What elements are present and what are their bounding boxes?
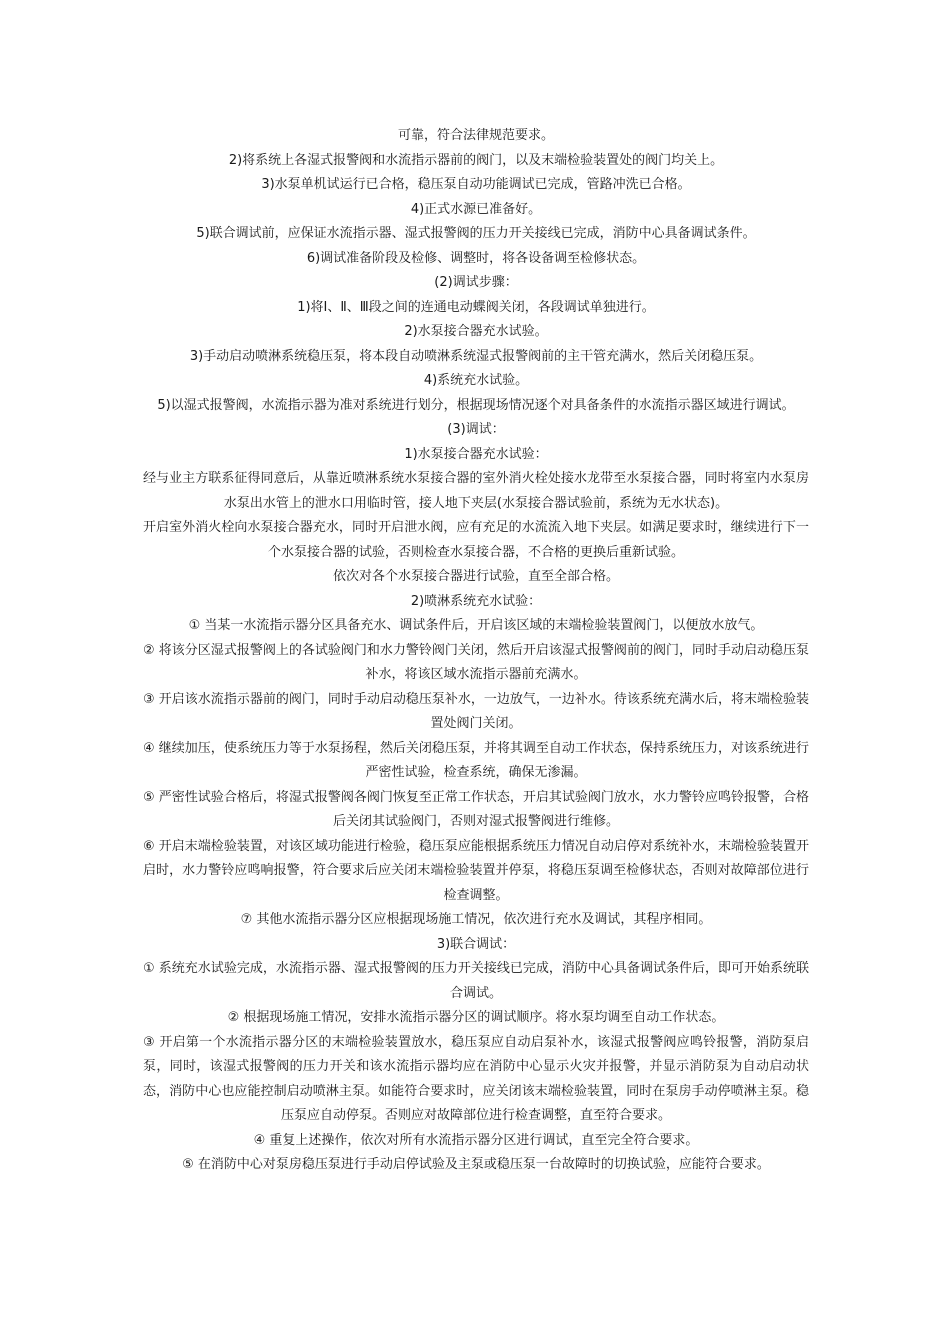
paragraph-31: ⑤ 在消防中心对泵房稳压泵进行手动启停试验及主泵或稳压泵一台故障时的切换试验，应能符合要求。 <box>182 1157 770 1172</box>
paragraph-28: ② 根据现场施工情况，安排水流指示器分区的调试顺序。将水泵均调至自动工作状态。 <box>227 1010 725 1025</box>
paragraph-27: ① 系统充水试验完成，水流指示器、湿式报警阀的压力开关接线已完成，消防中心具备调试条件后，即可开始系统联合调试。 <box>143 961 809 1001</box>
paragraph-11: 4)系统充水试验。 <box>423 373 529 388</box>
subheading-joint-debug: 3)联合调试： <box>436 936 516 952</box>
paragraph-17: 依次对各个水泵接合器进行试验，直至全部合格。 <box>332 569 619 584</box>
subheading-pump-adapter: 1)水泵接合器充水试验： <box>404 446 548 462</box>
paragraph-15: 经与业主方联系征得同意后，从靠近喷淋系统水泵接合器的室外消火栓处接水龙带至水泵接合器，同时将室内水泵房水泵出水管上的泄水口用临时管，接人地下夹层(水泵接合器试验前，系统为无水状态)。 <box>143 471 809 511</box>
paragraph-19: ① 当某一水流指示器分区具备充水、调试条件后，开启该区域的末端检验装置阀门，以便放水放气。 <box>188 618 764 633</box>
paragraph-24: ⑥ 开启末端检验装置，对该区域功能进行检验，稳压泵应能根据系统压力情况自动启停对系统补水，末端检验装置开启时，水力警铃应鸣响报警，符合要求后应关闭末端检验装置并停泵，将稳压泵调至检修状态，否则对故障部位进行检查调整。 <box>143 838 809 903</box>
paragraph-1: 可靠，符合法律规范要求。 <box>397 128 554 143</box>
paragraph-6: 6)调试准备阶段及检修、调整时，将各设备调至检修状态。 <box>306 250 646 266</box>
paragraph-20: ② 将该分区湿式报警阀上的各试验阀门和水力警铃阀门关闭，然后开启该湿式报警阀前的阀门，同时手动启动稳压泵补水，将该区域水流指示器前充满水。 <box>143 642 809 682</box>
paragraph-23: ⑤ 严密性试验合格后，将湿式报警阀各阀门恢复至正常工作状态，开启其试验阀门放水，水力警铃应鸣铃报警，合格后关闭其试验阀门，否则对湿式报警阀进行维修。 <box>143 789 809 829</box>
paragraph-29: ③ 开启第一个水流指示器分区的末端检验装置放水，稳压泵应自动启泵补水，该湿式报警阀应鸣铃报警，消防泵启泵，同时，该湿式报警阀的压力开关和该水流指示器均应在消防中心显示火灾并报警，并显示消防泵为自动启动状态，消防中心也应能控制启动喷淋主泵。如能符合要求时，应关闭该末端检验装置，同时在泵房手动停喷淋主泵。稳压泵应自动停泵。否则应对故障部位进行检查调整，直至符合要求。 <box>143 1034 809 1123</box>
paragraph-5: 5)联合调试前，应保证水流指示器、湿式报警阀的压力开关接线已完成，消防中心具备调试条件。 <box>196 226 756 241</box>
paragraph-30: ④ 重复上述操作，依次对所有水流指示器分区进行调试，直至完全符合要求。 <box>253 1132 699 1148</box>
section-heading-steps: (2)调试步骤： <box>434 275 518 290</box>
paragraph-16: 开启室外消火栓向水泵接合器充水，同时开启泄水阀，应有充足的水流流入地下夹层。如满足要求时，继续进行下一个水泵接合器的试验，否则检查水泵接合器，不合格的更换后重新试验。 <box>143 520 809 560</box>
document-body <box>143 124 809 1178</box>
paragraph-3: 3)水泵单机试运行已合格，稳压泵自动功能调试已完成，管路冲洗已合格。 <box>261 177 691 192</box>
paragraph-8: 1)将Ⅰ、Ⅱ、Ⅲ段之间的连通电动蝶阀关闭，各段调试单独进行。 <box>297 299 655 315</box>
paragraph-4: 4)正式水源已准备好。 <box>410 201 542 217</box>
paragraph-10: 3)手动启动喷淋系统稳压泵，将本段自动喷淋系统湿式报警阀前的主干管充满水，然后关闭稳压泵。 <box>189 348 763 364</box>
paragraph-21: ③ 开启该水流指示器前的阀门，同时手动启动稳压泵补水，一边放气，一边补水。待该系统充满水后，将末端检验装置处阀门关闭。 <box>143 691 809 731</box>
paragraph-25: ⑦ 其他水流指示器分区应根据现场施工情况，依次进行充水及调试，其程序相同。 <box>240 912 712 927</box>
subheading-sprinkler-fill: 2)喷淋系统充水试验： <box>410 593 542 609</box>
paragraph-12: 5)以湿式报警阀，水流指示器为准对系统进行划分，根据现场情况逐个对具备条件的水流指示器区域进行调试。 <box>157 397 795 413</box>
section-heading-debug: (3)调试： <box>447 422 505 437</box>
paragraph-9: 2)水泵接合器充水试验。 <box>404 324 548 339</box>
paragraph-22: ④ 继续加压，使系统压力等于水泵扬程，然后关闭稳压泵，并将其调至自动工作状态，保持系统压力，对该系统进行严密性试验，检查系统，确保无渗漏。 <box>143 740 809 780</box>
paragraph-2: 2)将系统上各湿式报警阀和水流指示器前的阀门，以及末端检验装置处的阀门均关上。 <box>228 152 724 168</box>
